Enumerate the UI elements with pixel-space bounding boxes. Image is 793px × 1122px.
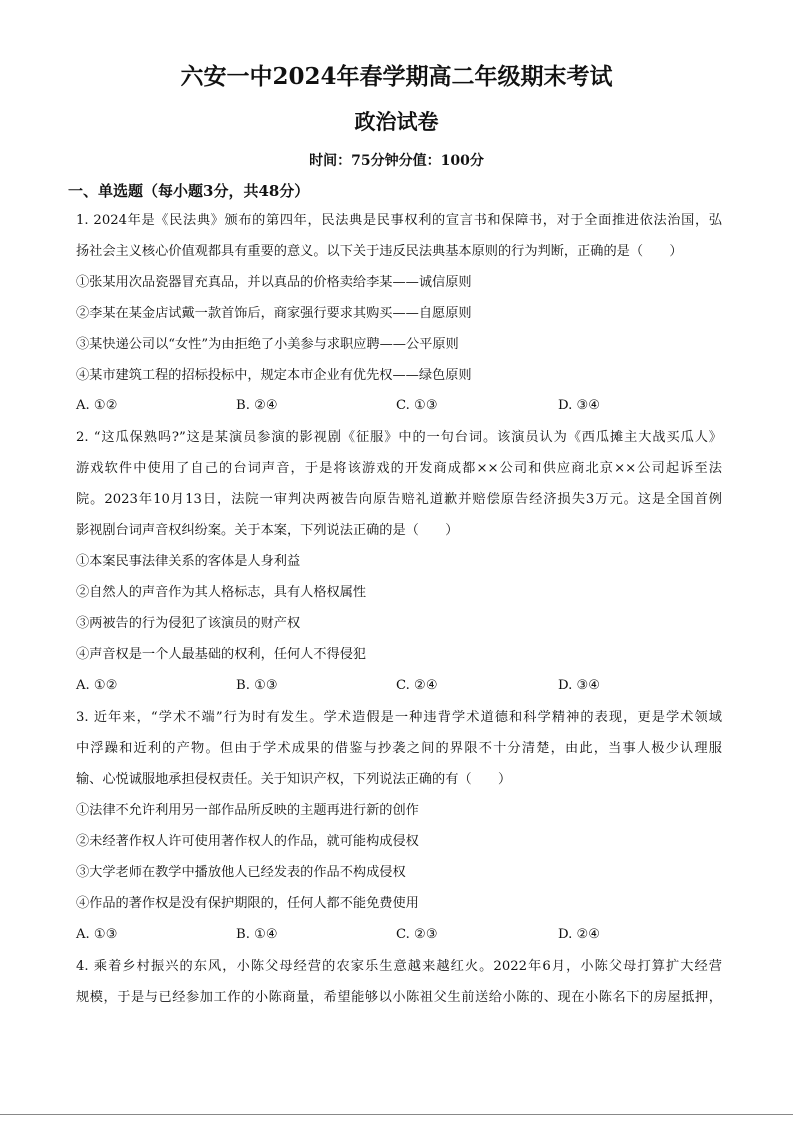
q2-item: ①本案民事法律关系的客体是人身利益 — [76, 554, 301, 569]
q2-stem-line: 影视剧台词声音权纠纷案。关于本案，下列说法正确的是（ ） — [76, 523, 459, 538]
section-title: 一、单选题（每小题3分，共48分） — [68, 182, 310, 200]
q3-stem-line: 中浮躁和近利的产物。但由于学术成果的借鉴与抄袭之间的界限不十分清楚，由此，当事人极少认理服 — [76, 741, 722, 756]
q2-option-b: B. ①③ — [236, 678, 278, 693]
q3-option-d: D. ②④ — [558, 927, 601, 942]
q1-stem-line: 1. 2024年是《民法典》颁布的第四年，民法典是民事权利的宣言书和保障书，对于全面推进依法治国，弘 — [76, 213, 722, 228]
q2-item: ④声音权是一个人最基础的权利，任何人不得侵犯 — [76, 647, 367, 662]
exam-subtitle: 政治试卷 — [354, 109, 439, 134]
q1-option-b: B. ②④ — [236, 398, 278, 413]
q2-option-a: A. ①② — [76, 678, 118, 693]
q3-stem-line: 输、心悦诚服地承担侵权责任。关于知识产权，下列说法正确的有（ ） — [76, 772, 512, 787]
page-bottom-rule — [0, 1114, 793, 1115]
q1-item: ③某快递公司以“女性”为由拒绝了小美参与求职应聘——公平原则 — [76, 337, 459, 352]
q3-option-b: B. ①④ — [236, 927, 278, 942]
q2-stem-line: 院。2023年10月13日，法院一审判决两被告向原告赔礼道歉并赔偿原告经济损失3万元。这是全国首例 — [76, 492, 722, 507]
q1-item: ②李某在某金店试戴一款首饰后，商家强行要求其购买——自愿原则 — [76, 306, 472, 321]
q4-stem-line: 规模，于是与已经参加工作的小陈商量，希望能够以小陈祖父生前送给小陈的、现在小陈名下的房屋抵押， — [76, 990, 722, 1005]
q3-option-c: C. ②③ — [396, 927, 438, 942]
q2-option-c: C. ②④ — [396, 678, 438, 693]
q1-stem-line: 扬社会主义核心价值观都具有重要的意义。以下关于违反民法典基本原则的行为判断，正确的是（ ） — [76, 244, 683, 259]
q1-item: ①张某用次品瓷器冒充真品，并以真品的价格卖给李某——诚信原则 — [76, 275, 472, 290]
q3-item: ②未经著作权人许可使用著作权人的作品，就可能构成侵权 — [76, 834, 419, 849]
q3-item: ③大学老师在教学中播放他人已经发表的作品不构成侵权 — [76, 865, 406, 880]
q1-item: ④某市建筑工程的招标投标中，规定本市企业有优先权——绿色原则 — [76, 368, 472, 383]
q3-item: ④作品的著作权是没有保护期限的，任何人都不能免费使用 — [76, 896, 419, 911]
q3-stem-line: 3. 近年来，“学术不端”行为时有发生。学术造假是一种违背学术道德和科学精神的表现，更是学术领域 — [76, 710, 722, 725]
q3-item: ①法律不允许利用另一部作品所反映的主题再进行新的创作 — [76, 803, 419, 818]
q2-item: ③两被告的行为侵犯了该演员的财产权 — [76, 616, 301, 631]
exam-title: 六安一中2024年春学期高二年级期末考试 — [180, 63, 613, 90]
q3-option-a: A. ①③ — [76, 927, 118, 942]
q1-option-d: D. ③④ — [558, 398, 601, 413]
exam-meta: 时间：75分钟分值：100分 — [309, 153, 484, 169]
q2-stem-line: 2. “这瓜保熟吗?”这是某演员参演的影视剧《征服》中的一句台词。该演员认为《西瓜摊主大战买瓜人》 — [76, 430, 722, 445]
q3-options — [76, 927, 716, 945]
q2-options — [76, 678, 716, 696]
q4-stem-line: 4. 乘着乡村振兴的东风，小陈父母经营的农家乐生意越来越红火。2022年6月，小陈父母打算扩大经营 — [76, 959, 722, 974]
q1-options — [76, 398, 716, 416]
q1-option-a: A. ①② — [76, 398, 118, 413]
q2-option-d: D. ③④ — [558, 678, 601, 693]
q2-item: ②自然人的声音作为其人格标志，具有人格权属性 — [76, 585, 367, 600]
q2-stem-line: 游戏软件中使用了自己的台词声音，于是将该游戏的开发商成都××公司和供应商北京××公司起诉至法 — [76, 461, 722, 476]
q1-option-c: C. ①③ — [396, 398, 438, 413]
